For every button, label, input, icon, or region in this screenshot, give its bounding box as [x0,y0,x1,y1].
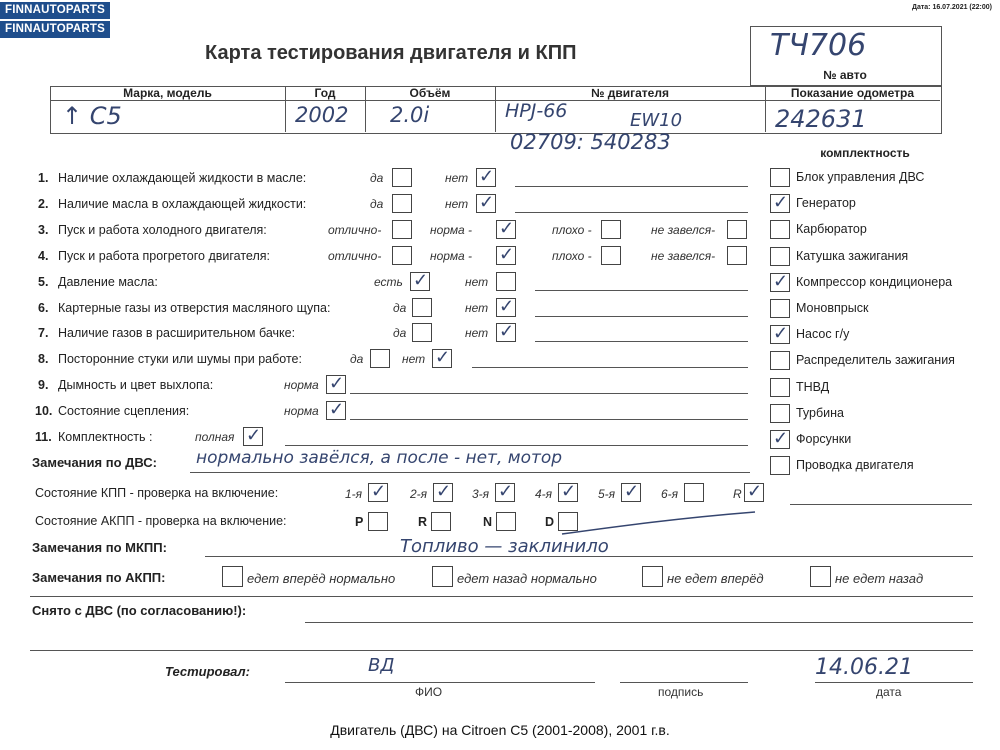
checkbox[interactable] [410,272,430,291]
akpp-remarks-label: Замечания по АКПП: [32,570,166,585]
akpp-gear-checkbox[interactable] [496,512,516,531]
option-label: нет [445,171,469,185]
equipment-checkbox[interactable] [770,220,790,239]
option-label: да [370,171,384,185]
akpp-gear-checkbox[interactable] [368,512,388,531]
tested-label: Тестировал: [165,664,250,679]
checkbox[interactable] [496,246,516,265]
fio-label: ФИО [415,685,443,699]
odometer-value: 242631 [775,105,867,133]
brand-value: ↑ С5 [62,102,122,130]
equipment-checkbox[interactable] [770,378,790,397]
removed-label: Снято с ДВС (по согласованию!): [32,603,247,618]
row-label: Пуск и работа холодного двигателя: [58,222,267,237]
auto-number-value: ТЧ706 [770,28,867,63]
checkbox[interactable] [326,375,346,394]
row-number: 8. [38,352,49,367]
akpp-option-checkbox[interactable] [642,566,663,587]
row-number: 6. [38,300,49,315]
answer-line [285,445,748,446]
page-title: Карта тестирования двигателя и КПП [205,42,577,64]
answer-line [350,419,748,420]
option-label: нет [465,274,489,289]
checkbox[interactable] [496,298,516,317]
checkbox[interactable] [496,220,516,239]
equipment-checkbox[interactable] [770,299,790,318]
equipment-checkbox[interactable] [770,430,790,449]
engine-remarks-label: Замечания по ДВС: [32,455,157,470]
equipment-item: Распределитель зажигания [796,353,955,368]
answer-line [535,316,748,317]
fio-line [285,682,595,683]
equipment-item: Блок управления ДВС [796,170,925,184]
option-label: норма - [430,248,473,263]
engine-remarks-line [190,472,750,473]
answer-line [515,186,748,187]
date-stamp: Дата: 16.07.2021 (22:00) [911,4,992,11]
year-value: 2002 [295,103,349,127]
tester-signature: ВД [368,655,395,676]
checkbox[interactable] [412,298,432,317]
option-label: да [350,352,364,367]
col-volume: Объём [409,86,451,100]
gear-label: 4-я [535,487,553,501]
equipment-item: Форсунки [796,432,852,446]
option-label: да [393,300,407,315]
equipment-item: Карбюратор [796,222,867,237]
equipment-item: Генератор [796,196,856,211]
equipment-checkbox[interactable] [770,325,790,344]
checkbox[interactable] [601,246,621,265]
option-label: отлично- [328,222,382,237]
checkbox[interactable] [476,194,496,213]
checkbox[interactable] [392,246,412,265]
row-number: 10. [35,404,53,419]
engine-value: HPJ-66 [505,100,568,122]
pen-stroke [560,508,760,538]
gear-checkbox[interactable] [621,483,641,502]
image-caption: Двигатель (ДВС) на Citroen C5 (2001-2008), 2001 г.в. [330,722,670,738]
akpp-gear-checkbox[interactable] [431,512,451,531]
answer-line [472,367,748,368]
row-label: Наличие газов в расширительном бачке: [58,326,296,341]
col-engine: № двигателя [591,86,669,100]
col-odometer: Показание одометра [790,86,915,100]
option-label: норма [284,404,319,419]
checkbox[interactable] [326,401,346,420]
gear-checkbox[interactable] [684,483,704,502]
answer-line [350,393,748,394]
option-label: норма [284,378,319,393]
brand-logo: FINNAUTOPARTS [0,2,110,19]
removed-line-2 [30,650,973,651]
option-label: да [370,196,384,211]
checkbox[interactable] [412,323,432,342]
equipment-checkbox[interactable] [770,456,790,475]
gear-label: 2-я [410,487,428,501]
equipment-item: Насос г/у [796,327,850,342]
gear-label: 5-я [598,487,616,501]
gear-label: 1-я [345,487,363,501]
gear-checkbox[interactable] [558,483,578,502]
gear-checkbox[interactable] [495,483,515,502]
option-label: нет [465,300,489,315]
mkpp-remarks-text: Топливо — заклинило [400,536,609,557]
engine-serial: 02709: 540283 [510,130,671,154]
row-number: 2. [38,196,49,211]
equipment-checkbox[interactable] [770,247,790,266]
engine-remarks-text: нормально завёлся, а после - нет, мотор [196,448,563,468]
row-number: 5. [38,274,49,289]
akpp-remarks-line [30,596,973,597]
row-label: Наличие охлаждающей жидкости в масле: [58,171,307,185]
row-label: Состояние сцепления: [58,404,190,419]
gear-checkbox[interactable] [744,483,764,502]
equipment-item: Проводка двигателя [796,458,914,473]
gear-label: 3-я [472,487,490,501]
option-label: полная [195,430,235,444]
volume-value: 2.0i [390,103,430,127]
option-label: нет [445,196,469,211]
date-label: дата [876,685,902,699]
akpp-option-label: не едет назад [835,571,924,586]
akpp-option-label: не едет вперёд [667,571,764,586]
akpp-option-label: едет вперёд нормально [247,571,396,586]
equipment-item: Моновпрыск [796,301,869,315]
kpp-line [790,504,972,505]
row-number: 1. [38,171,49,185]
option-label: не завелся- [651,248,716,263]
checkbox[interactable] [392,168,412,187]
checkbox[interactable] [496,272,516,291]
checkbox[interactable] [601,220,621,239]
row-label: Наличие масла в охлаждающей жидкости: [58,196,307,211]
removed-line [305,622,973,623]
option-label: не завелся- [651,222,716,237]
gear-label: 6-я [661,487,679,501]
akpp-option-checkbox[interactable] [432,566,453,587]
akpp-option-checkbox[interactable] [810,566,831,587]
answer-line [535,341,748,342]
equipment-label: комплектность [820,146,910,160]
option-label: нет [465,326,489,341]
answer-line [535,290,748,291]
option-label: нет [402,352,426,367]
akpp-gear-label: R [418,515,428,529]
option-label: плохо - [552,222,592,237]
checkbox[interactable] [392,220,412,239]
row-label: Пуск и работа прогретого двигателя: [58,248,270,263]
checkbox[interactable] [476,168,496,187]
akpp-gear-label: D [545,515,555,529]
checkbox[interactable] [496,323,516,342]
option-label: норма - [430,222,473,237]
option-label: да [393,326,407,341]
equipment-checkbox[interactable] [770,351,790,370]
equipment-checkbox[interactable] [770,168,790,187]
akpp-label: Состояние АКПП - проверка на включение: [35,514,287,528]
akpp-option-label: едет назад нормально [457,571,597,586]
gear-checkbox[interactable] [433,483,453,502]
option-label: есть [374,274,403,289]
row-label: Давление масла: [58,274,158,289]
auto-number-label: № авто [823,68,867,82]
row-label: Дымность и цвет выхлопа: [58,378,214,393]
date-line [815,682,973,683]
row-label: Комплектность : [58,430,153,444]
gear-checkbox[interactable] [368,483,388,502]
mkpp-remarks-label: Замечания по МКПП: [32,540,167,555]
row-number: 11. [35,430,52,444]
checkbox[interactable] [370,349,390,368]
signature-label: подпись [658,685,704,699]
row-label: Посторонние стуки или шумы при работе: [58,352,302,367]
equipment-checkbox[interactable] [770,404,790,423]
row-label: Картерные газы из отверстия масляного щупа: [58,300,331,315]
kpp-label: Состояние КПП - проверка на включение: [35,486,279,500]
akpp-gear-label: N [483,515,493,529]
col-year: Год [314,86,336,100]
row-number: 7. [38,326,49,341]
checkbox[interactable] [243,427,263,446]
test-date-value: 14.06.21 [815,655,913,680]
equipment-checkbox[interactable] [770,194,790,213]
equipment-checkbox[interactable] [770,273,790,292]
equipment-item: Турбина [796,405,844,420]
signature-line [620,682,748,683]
checkbox[interactable] [432,349,452,368]
checkbox[interactable] [392,194,412,213]
gear-label: R [733,487,742,501]
row-number: 4. [38,248,49,263]
option-label: плохо - [552,248,592,263]
engine-code: EW10 [630,110,683,131]
equipment-item: Катушка зажигания [796,248,909,263]
equipment-item: Компрессор кондиционера [796,274,953,289]
option-label: отлично- [328,248,382,263]
brand-logo-secondary: FINNAUTOPARTS [0,21,110,38]
checkbox[interactable] [727,246,747,265]
akpp-option-checkbox[interactable] [222,566,243,587]
equipment-item: ТНВД [796,379,830,394]
row-number: 9. [38,378,49,393]
checkbox[interactable] [727,220,747,239]
col-brand: Марка, модель [123,86,212,100]
row-number: 3. [38,222,49,237]
answer-line [515,212,748,213]
akpp-gear-label: P [355,515,364,529]
